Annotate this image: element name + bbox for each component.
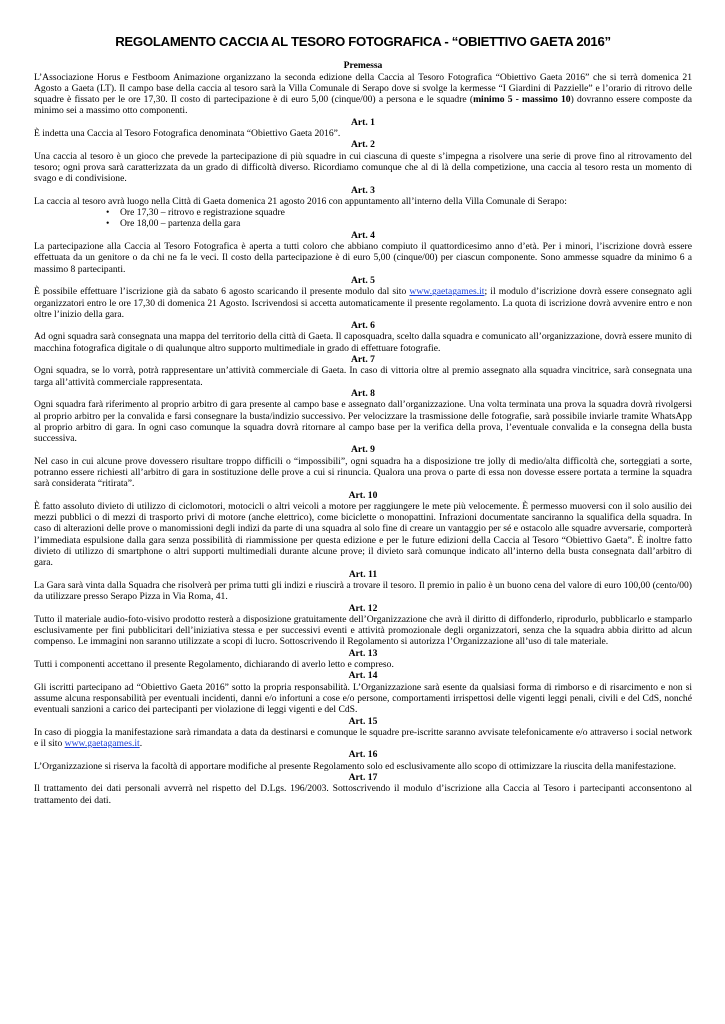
premessa-heading: Premessa [343, 60, 383, 72]
art12-text: Tutto il materiale audio-foto-visivo prodotto resterà a disposizione gratuitamente dell’Organizzazione che avrà il diritto di diffonderlo, riprodurlo, pubblicarlo e stamparlo esclusivamente per fini pubblicitari dell’iniziativa stessa e per successivi eventi e attività promozionale degli organizzatori, senza che la squadra abbia diritto ad alcun compenso. Le immagini non saranno utilizzate a scopi di lucro. Sottoscrivendo il Regolamento si autorizza l’Organizzazione all’uso di tale materiale. [34, 613, 692, 648]
art17-heading: Art. 17 [348, 772, 378, 783]
art16-heading: Art. 16 [348, 749, 378, 761]
art14-text: Gli iscritti partecipano ad “Obiettivo Gaeta 2016” sotto la propria responsabilità. L’Organizzazione sarà esente da qualsiasi forma di rimborso e di risarcimento e non si assume alcuna responsabilità per eventuali incidenti, danni e/o infortuni a cose e/o persone, comportamenti irrispettosi delle vigenti leggi penali, civili e del CdS, nonché eventuali sanzioni a carico dei partecipanti per violazione di leggi vigenti e del CdS. [34, 681, 692, 716]
art9-heading: Art. 9 [351, 444, 375, 456]
premessa-text-b: ) dovranno essere composte da minimo sei a massimo otto componenti. [34, 94, 692, 117]
art2-heading: Art. 2 [351, 139, 375, 151]
premessa-text [34, 72, 692, 117]
art15-heading: Art. 15 [348, 715, 378, 727]
premessa-text-a: L’Associazione Horus e Festboom Animazione organizzano la seconda edizione della Caccia al Tesoro Fotografica “Obiettivo Gaeta 2016” che si terrà domenica 21 Agosto a Gaeta (LT). Il campo base della caccia al tesoro sarà la Villa Comunale di Serapo dove si svolge la kermesse “I Giardini di Pazzielle” e l’orario di ritrovo delle squadre è fissato per le ore 17,30. Il costo di partecipazione è di euro 5,00 (cinque/00) a persona e le squadre ( [34, 71, 692, 106]
art10-text: È fatto assoluto divieto di utilizzo di ciclomotori, motocicli o altri veicoli a motore per raggiungere le mete più velocemente. È permesso muoversi con il solo ausilio dei mezzi pubblici o di mezzi di trasporto privi di motore (anche elettrico), come biciclette o monopattini. Infrazioni documentate sanciranno la squalifica della squadra. In caso di alterazioni delle prove o manomissioni degli indizi da parte di una squadra al solo fine di creare un vantaggio per sé e ostacolo alle squadre avversarie, comporterà l’immediata espulsione dalla gara senza possibilità di riammissione per questa edizione e per le future edizioni della Caccia al Tesoro “Obiettivo Gaeta”. È inoltre fatto divieto di utilizzo di smartphone o altri supporti multimediali durante alcune prove; il divieto sarà comunque indicato all’interno della busta consegnata dall’arbitro di gara. [34, 500, 692, 569]
art15-text-a: In caso di pioggia la manifestazione sarà rimandata a data da destinarsi e comunque le squadre pre-iscritte saranno avvisate telefonicamente e/o attraverso i social network e il sito [34, 726, 692, 750]
gaetagames-link[interactable]: www.gaetagames.it [409, 286, 485, 298]
art7-text: Ogni squadra, se lo vorrà, potrà rappresentare un’attività commerciale di Gaeta. In caso di vittoria oltre al premio assegnato alla squadra vincitrice, sarà consegnata una targa all’attività commerciale rappresentata. [34, 365, 692, 388]
art3-list [34, 207, 692, 230]
art2-text: Una caccia al tesoro è un gioco che prevede la partecipazione di più squadre in cui ciascuna di queste s’impegna a risolvere una serie di prove fino al ritrovamento del tesoro; ogni prova sarà caratterizzata da un grado di difficoltà diverso. Ricordiamo comunque che al di là della competizione, una caccia al tesoro resta un momento di svago e di condivisione. [34, 150, 692, 185]
art1-heading: Art. 1 [351, 116, 375, 128]
premessa-bold: minimo 5 - massimo 10 [473, 94, 571, 106]
art14-heading: Art. 14 [348, 670, 378, 682]
art11-heading: Art. 11 [348, 568, 378, 580]
art12-heading: Art. 12 [348, 602, 378, 614]
list-item: • Ore 17,30 – ritrovo e registrazione squadre [120, 207, 692, 218]
art15-text-b: . [139, 738, 143, 750]
art5-text-b: ; il modulo d’iscrizione dovrà essere consegnato agli organizzatori entro le ore 17,30 di domenica 21 Agosto. Iscrivendosi si accetta automaticamente il presente regolamento. La quota di iscrizione dovrà avvenire entro e non oltre l’inizio della gara. [34, 286, 692, 320]
art6-heading: Art. 6 [351, 320, 375, 332]
art11-text: La Gara sarà vinta dalla Squadra che risolverà per prima tutti gli indizi e riuscirà a trovare il tesoro. Il premio in palio è un buono cena del valore di euro 100,00 (cento/00) da utilizzare presso Serapo Pizza in Via Roma, 41. [34, 579, 692, 603]
art3-text: La caccia al tesoro avrà luogo nella Città di Gaeta domenica 21 agosto 2016 con appuntamento all’interno della Villa Comunale di Serapo: [34, 195, 567, 207]
gaetagames-link[interactable]: www.gaetagames.it [64, 738, 140, 750]
art5-text [34, 286, 692, 320]
document-page [34, 36, 692, 806]
art4-text: La partecipazione alla Caccia al Tesoro Fotografica è aperta a tutti coloro che abbiano compiuto il quattordicesimo anno d’età. Per i minori, l’iscrizione dovrà essere effettuata da un genitore o da chi ne fa le veci. Il costo della partecipazione è di euro 5,00 (cinque/00) per ciascun componente. Sono ammesse squadre da minimo 6 a massimo 8 partecipanti. [34, 241, 692, 275]
art4-heading: Art. 4 [351, 229, 375, 241]
art5-heading: Art. 5 [351, 274, 375, 286]
list-item: • Ore 18,00 – partenza della gara [120, 218, 692, 229]
art9-text: Nel caso in cui alcune prove dovessero risultare troppo difficili o “impossibili”, ogni squadra ha a disposizione tre jolly di medio/alta difficoltà che, sorteggiati a sorte, potranno essere richiesti all’arbitro di gara in sostituzione delle prove a cui si rinuncia. Qualora una prova o parte di essa non dovesse essere portata a termine la squadra sarà considerata “ritirata”. [34, 455, 692, 490]
art15-text [34, 727, 692, 750]
art6-text: Ad ogni squadra sarà consegnata una mappa del territorio della città di Gaeta. Il caposquadra, scelto dalla squadra e comunicato all’organizzazione, dovrà essere munito di macchina fotografica digitale o di qualunque altro supporto multimediale in grado di effettuare fotografie. [34, 331, 692, 354]
art16-text: L’Organizzazione si riserva la facoltà di apportare modifiche al presente Regolamento solo ed esclusivamente allo scopo di ottimizzare la riuscita della manifestazione. [34, 760, 677, 772]
art17-text: Il trattamento dei dati personali avverrà nel rispetto del D.Lgs. 196/2003. Sottoscrivendo il modulo d’iscrizione alla Caccia al Tesoro i partecipanti acconsentono al trattamento dei dati. [34, 783, 692, 806]
art1-text: È indetta una Caccia al Tesoro Fotografica denominata “Obiettivo Gaeta 2016”. [34, 128, 341, 140]
art8-text: Ogni squadra farà riferimento al proprio arbitro di gara presente al campo base e assegnato dall’organizzazione. Una volta terminata una prova la squadra dovrà rivolgersi al proprio arbitro per la convalida e farsi consegnare la busta/indizio successivo. Per velocizzare la trasmissione delle fotografie, sarà possibile inviarle tramite WhatsApp al proprio arbitro di gara. In ogni caso comunque la squadra dovrà ritornare al campo base per la verifica della prova, l’eventuale convalida e la consegna della busta successiva. [34, 399, 692, 445]
art13-text: Tutti i componenti accettano il presente Regolamento, dichiarando di averlo letto e compreso. [34, 659, 394, 671]
art8-heading: Art. 8 [351, 387, 375, 399]
art10-heading: Art. 10 [348, 489, 378, 501]
art3-heading: Art. 3 [351, 184, 375, 196]
art7-heading: Art. 7 [351, 354, 375, 366]
art13-heading: Art. 13 [348, 647, 378, 659]
document-title: REGOLAMENTO CACCIA AL TESORO FOTOGRAFICA - “OBIETTIVO GAETA 2016” [115, 34, 611, 49]
art5-text-a: È possibile effettuare l’iscrizione già da sabato 6 agosto scaricando il presente modulo dal sito [34, 286, 410, 298]
